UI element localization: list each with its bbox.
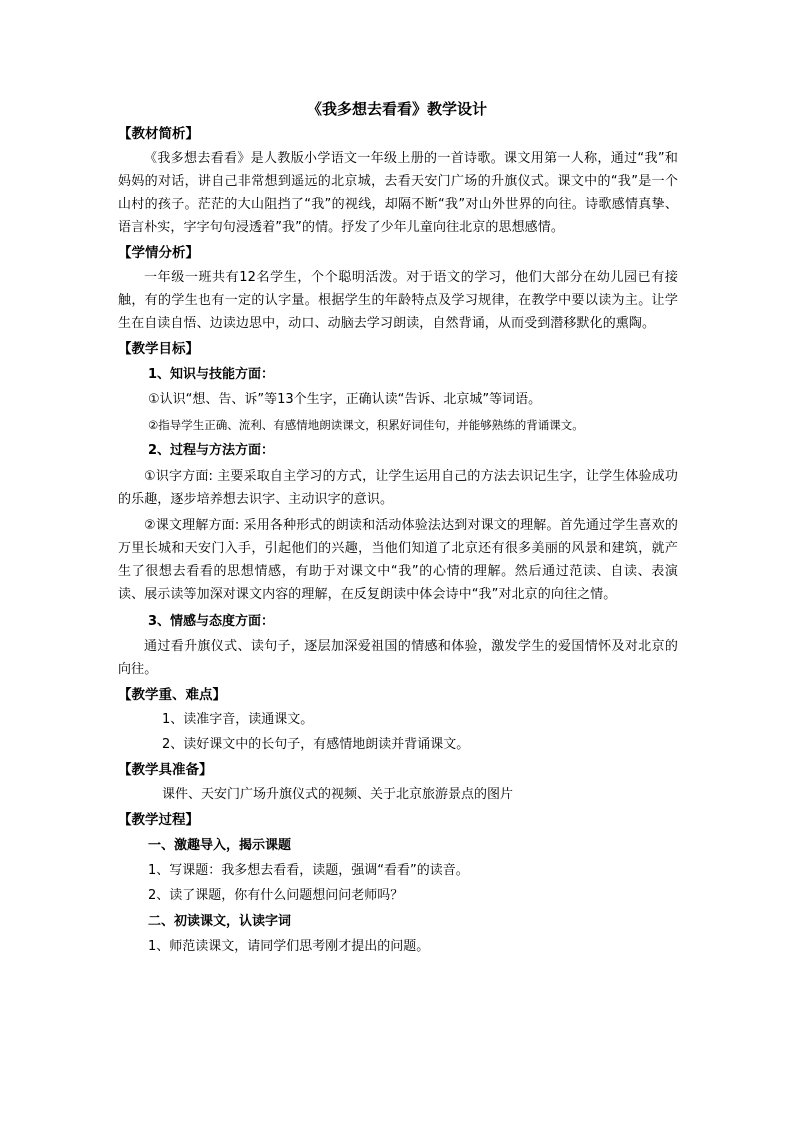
- goals-process-heading: 2、过程与方法方面：: [148, 443, 275, 458]
- document-body: [118, 122, 678, 960]
- process-step1-heading: 一、激趣导入，揭示课题: [148, 838, 292, 853]
- section-heading-key-points: 【教学重、难点】: [118, 687, 226, 703]
- preparation-text: 课件、天安门广场升旗仪式的视频、关于北京旅游景点的图片: [162, 787, 514, 802]
- key-points-item-2: 2、读好课文中的长句子，有感情地朗读并背诵课文。: [162, 737, 470, 752]
- process-step1-item-2: 2、读了课题，你有什么问题想问问老师吗？: [148, 888, 404, 903]
- material-paragraph: 《我多想去看看》是人教版小学语文一年级上册的一首诗歌。课文用第一人称，通过“我”和妈妈的对话，讲自己非常想到遥远的北京城，去看天安门广场的升旗仪式。课文中的“我”是一个山村的孩子。茫茫的大山阻挡了“我”的视线，却隔不断“我”对山外世界的向往。诗歌感情真挚、语言朴实，字字句句浸透着”我”的情。抒发了少年儿童向往北京的思想感情。: [118, 151, 678, 235]
- goals-process-item-1: ①识字方面: 主要采取自主学习的方式，让学生运用自己的方法去识记生字，让学生体验成功的乐趣，逐步培养想去识字、主动识字的意识。: [118, 469, 678, 507]
- section-heading-learners: 【学情分析】: [118, 245, 199, 261]
- goals-emotion-heading: 3、情感与态度方面：: [148, 614, 275, 629]
- goals-process-item-2: ②课文理解方面: 采用各种形式的朗读和活动体验法达到对课文的理解。首先通过学生喜欢的万里长城和天安门入手，引起他们的兴趣，当他们知道了北京还有很多美丽的风景和建筑，就产生了很想去看看的思想情感，有助于对课文中“我”的心情的理解。然后通过范读、自读、表演读、展示读等加深对课文内容的理解，在反复朗读中体会诗中“我”对北京的向往之情。: [118, 518, 678, 602]
- section-heading-process: 【教学过程】: [118, 812, 199, 828]
- process-step2-item-1: 1、师范读课文，请同学们思考刚才提出的问题。: [148, 939, 430, 954]
- document-title: 《我多想去看看》教学设计: [306, 100, 487, 118]
- section-heading-material: 【教材简析】: [118, 126, 199, 142]
- goals-emotion-text: 通过看升旗仪式、读句子，逐层加深爱祖国的情感和体验，激发学生的爱国情怀及对北京的向往。: [118, 639, 678, 677]
- goals-knowledge-item-1: ①认识“想、告、诉”等13个生字，正确认读“告诉、北京城”等词语。: [148, 392, 542, 407]
- process-step2-heading: 二、初读课文，认读字词: [148, 914, 292, 929]
- goals-knowledge-heading: 1、知识与技能方面：: [148, 367, 275, 382]
- section-heading-goals: 【教学目标】: [118, 341, 199, 357]
- learners-paragraph: 一年级一班共有12名学生，个个聪明活泼。对于语文的学习，他们大部分在幼儿园已有接触，有的学生也有一定的认字量。根据学生的年龄特点及学习规律，在教学中要以读为主。让学生在自读自悟、边读边思中，动口、动脑去学习朗读，自然背诵，从而受到潜移默化的熏陶。: [118, 270, 678, 331]
- key-points-item-1: 1、读准字音，读通课文。: [162, 712, 314, 727]
- section-heading-preparation: 【教学具准备】: [118, 762, 213, 778]
- goals-knowledge-item-2: ②指导学生正确、流利、有感情地朗读课文，积累好词佳句，并能够熟练的背诵课文。: [148, 418, 584, 432]
- process-step1-item-1: 1、写课题：我多想去看看，读题，强调“看看”的读音。: [148, 863, 469, 878]
